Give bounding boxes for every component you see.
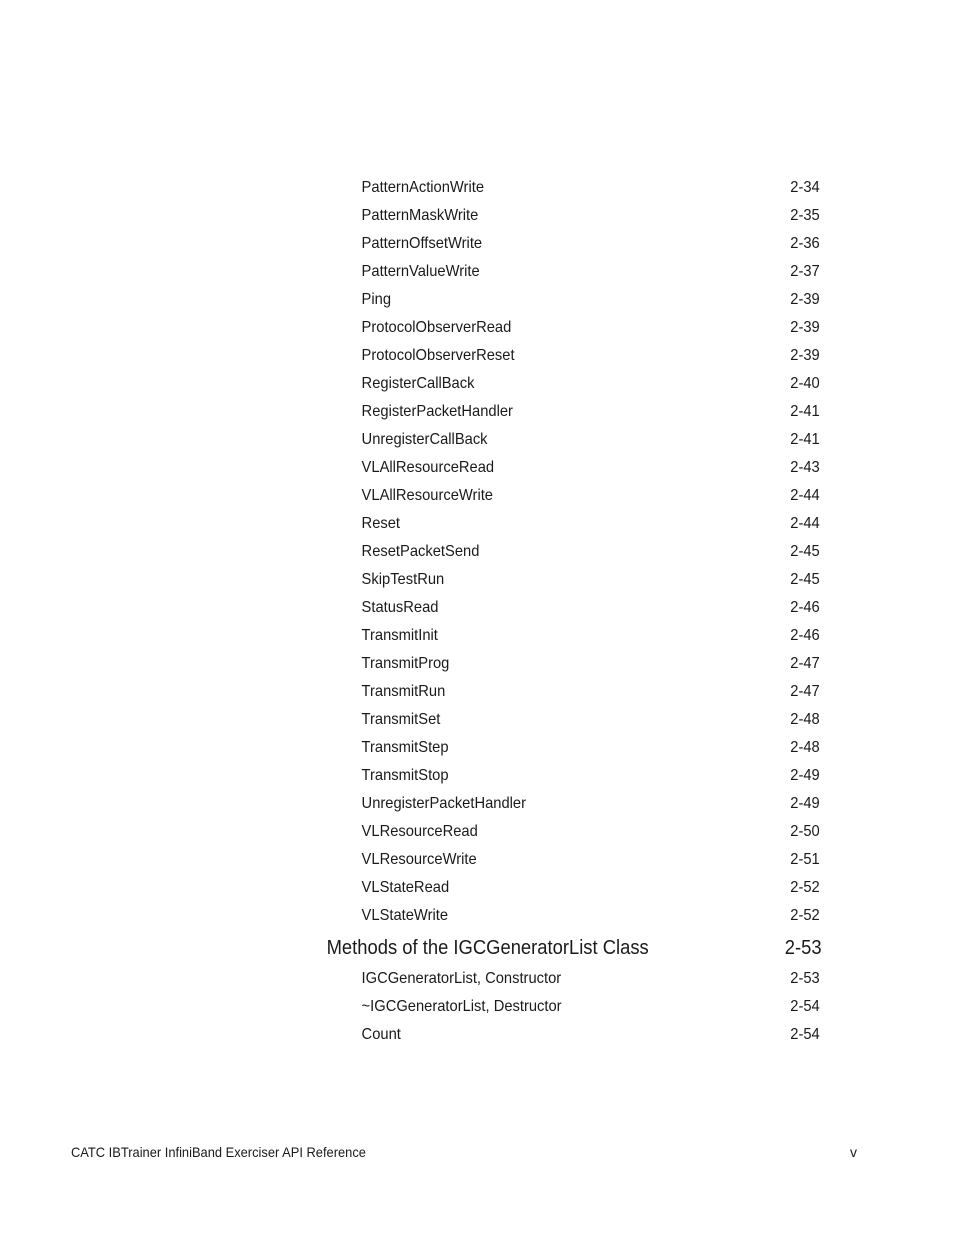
toc-entry-page-number: 2-54 xyxy=(790,1026,820,1043)
toc-section-heading[interactable] xyxy=(0,931,878,965)
toc-entry-title: VLAllResourceRead xyxy=(361,459,495,476)
toc-entry[interactable] xyxy=(0,398,878,426)
toc-entry-page-number: 2-37 xyxy=(790,263,820,280)
toc-entry-title: ProtocolObserverRead xyxy=(361,319,512,336)
toc-entry[interactable] xyxy=(0,174,878,202)
toc-entry-page-number: 2-53 xyxy=(790,970,820,987)
toc-entry[interactable] xyxy=(0,538,878,566)
toc-entry[interactable] xyxy=(0,370,878,398)
toc-entry-page-number: 2-44 xyxy=(790,515,820,532)
toc-entry-page-number: 2-39 xyxy=(790,319,820,336)
toc-entry[interactable] xyxy=(0,762,878,790)
toc-entry[interactable] xyxy=(0,454,878,482)
toc-entry[interactable] xyxy=(0,846,878,874)
toc-entry[interactable] xyxy=(0,230,878,258)
toc-entry-title: RegisterPacketHandler xyxy=(361,403,513,420)
toc-entry-page-number: 2-45 xyxy=(790,571,820,588)
toc-entry[interactable] xyxy=(0,965,878,993)
toc-entry[interactable] xyxy=(0,1021,878,1049)
toc-entry-title: VLStateRead xyxy=(361,879,450,896)
toc-entry-page-number: 2-43 xyxy=(790,459,820,476)
toc-entry-title: PatternMaskWrite xyxy=(361,207,479,224)
toc-entry[interactable] xyxy=(0,202,878,230)
toc-entry[interactable] xyxy=(0,650,878,678)
toc-entry-page-number: 2-54 xyxy=(790,998,820,1015)
toc-entry[interactable] xyxy=(0,874,878,902)
toc-entry[interactable] xyxy=(0,258,878,286)
toc-entry[interactable] xyxy=(0,818,878,846)
toc-entry[interactable] xyxy=(0,342,878,370)
footer-document-title: CATC IBTrainer InfiniBand Exerciser API Reference xyxy=(71,1144,366,1160)
toc-entry[interactable] xyxy=(0,314,878,342)
toc-entry-title: VLAllResourceWrite xyxy=(361,487,494,504)
toc-entry-page-number: 2-40 xyxy=(790,375,820,392)
toc-entry-title: ~IGCGeneratorList, Destructor xyxy=(361,998,562,1015)
toc-entry-title: PatternOffsetWrite xyxy=(361,235,483,252)
toc-entry-page-number: 2-39 xyxy=(790,291,820,308)
toc-entry-page-number: 2-45 xyxy=(790,543,820,560)
footer-page-number: v xyxy=(850,1144,857,1160)
toc-entry-title: Ping xyxy=(361,291,392,308)
toc-entry-page-number: 2-47 xyxy=(790,683,820,700)
toc-entry-title: TransmitRun xyxy=(361,683,446,700)
toc-entry-page-number: 2-41 xyxy=(790,431,820,448)
toc-entry[interactable] xyxy=(0,566,878,594)
toc-entry[interactable] xyxy=(0,594,878,622)
toc-entry[interactable] xyxy=(0,706,878,734)
toc-entry[interactable] xyxy=(0,426,878,454)
toc-entry-title: ProtocolObserverReset xyxy=(361,347,515,364)
toc-entry-page-number: 2-44 xyxy=(790,487,820,504)
toc-entry-title: PatternActionWrite xyxy=(361,179,485,196)
toc-entry-title: TransmitStep xyxy=(361,739,449,756)
toc-entry-page-number: 2-36 xyxy=(790,235,820,252)
toc-entry-page-number: 2-47 xyxy=(790,655,820,672)
toc-entry[interactable] xyxy=(0,678,878,706)
toc-entry-page-number: 2-46 xyxy=(790,627,820,644)
toc-entry-page-number: 2-53 xyxy=(784,937,822,959)
toc-entry-page-number: 2-39 xyxy=(790,347,820,364)
toc-entry-title: StatusRead xyxy=(361,599,439,616)
toc-entry-title: TransmitInit xyxy=(361,627,438,644)
toc-entry-page-number: 2-48 xyxy=(790,739,820,756)
toc-entry-page-number: 2-46 xyxy=(790,599,820,616)
toc-entry-title: ResetPacketSend xyxy=(361,543,480,560)
table-of-contents xyxy=(0,174,954,1049)
toc-entry-page-number: 2-52 xyxy=(790,907,820,924)
toc-entry-page-number: 2-51 xyxy=(790,851,820,868)
toc-entry-title: Count xyxy=(361,1026,401,1043)
toc-entry[interactable] xyxy=(0,482,878,510)
toc-entry[interactable] xyxy=(0,790,878,818)
toc-entry-page-number: 2-49 xyxy=(790,795,820,812)
toc-entry[interactable] xyxy=(0,622,878,650)
toc-entry-page-number: 2-48 xyxy=(790,711,820,728)
toc-entry-title: TransmitStop xyxy=(361,767,449,784)
toc-entry-title: TransmitSet xyxy=(361,711,441,728)
toc-entry-page-number: 2-41 xyxy=(790,403,820,420)
toc-entry-title: VLResourceWrite xyxy=(361,851,477,868)
toc-entry-page-number: 2-50 xyxy=(790,823,820,840)
toc-entry-title: Reset xyxy=(361,515,401,532)
page-footer xyxy=(0,1142,954,1162)
toc-entry-title: Methods of the IGCGeneratorList Class xyxy=(326,937,649,959)
toc-entry-title: IGCGeneratorList, Constructor xyxy=(361,970,562,987)
toc-entry-title: RegisterCallBack xyxy=(361,375,475,392)
toc-entry-title: TransmitProg xyxy=(361,655,450,672)
toc-entry-title: VLStateWrite xyxy=(361,907,449,924)
toc-entry-page-number: 2-35 xyxy=(790,207,820,224)
toc-entry[interactable] xyxy=(0,286,878,314)
toc-entry[interactable] xyxy=(0,734,878,762)
toc-entry[interactable] xyxy=(0,510,878,538)
toc-entry-page-number: 2-52 xyxy=(790,879,820,896)
toc-entry-title: PatternValueWrite xyxy=(361,263,480,280)
toc-entry-title: VLResourceRead xyxy=(361,823,478,840)
toc-entry-page-number: 2-34 xyxy=(790,179,820,196)
toc-entry[interactable] xyxy=(0,902,878,930)
toc-entry-title: UnregisterCallBack xyxy=(361,431,488,448)
toc-entry[interactable] xyxy=(0,993,878,1021)
toc-entry-title: UnregisterPacketHandler xyxy=(361,795,527,812)
toc-entry-title: SkipTestRun xyxy=(361,571,445,588)
toc-entry-page-number: 2-49 xyxy=(790,767,820,784)
